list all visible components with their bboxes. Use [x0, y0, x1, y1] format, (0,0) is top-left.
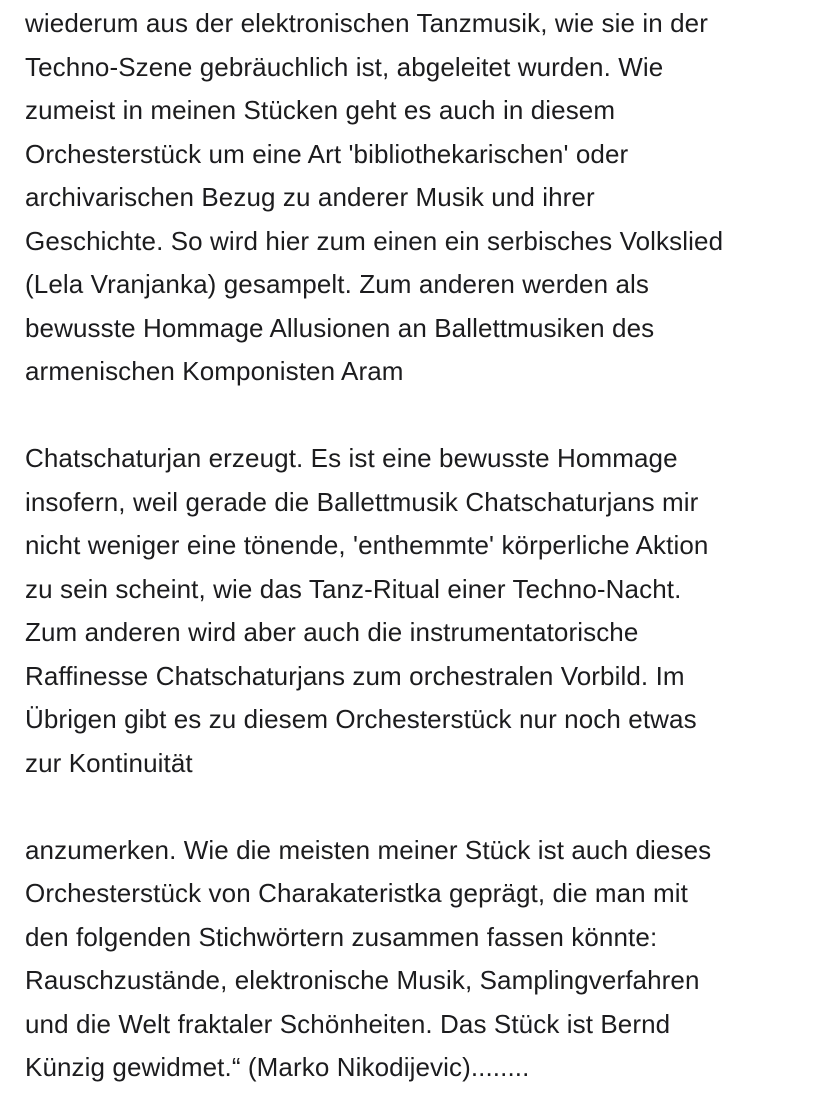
paragraph-3: [25, 829, 815, 1090]
text-line: den folgenden Stichwörtern zusammen fassen könnte:: [25, 921, 658, 952]
text-line: und die Welt fraktaler Schönheiten. Das Stück ist Bernd: [25, 1008, 671, 1039]
paragraph-2: [25, 437, 815, 785]
text-line: zur Kontinuität: [25, 747, 193, 778]
text-line: bewusste Hommage Allusionen an Ballettmusiken des: [25, 312, 655, 343]
paragraph-spacer: [25, 394, 815, 438]
paragraph-spacer: [25, 785, 815, 829]
text-line: wiederum aus der elektronischen Tanzmusik, wie sie in der: [25, 8, 708, 38]
text-line: zu sein scheint, wie das Tanz-Ritual einer Techno-Nacht.: [25, 573, 682, 604]
text-line: Rauschzustände, elektronische Musik, Samplingverfahren: [25, 965, 700, 995]
paragraph-1: [25, 2, 815, 394]
text-line: Chatschaturjan erzeugt. Es ist eine bewusste Hommage: [25, 443, 678, 473]
text-line: Zum anderen wird aber auch die instrumentatorische: [25, 617, 639, 647]
text-line: Geschichte. So wird hier zum einen ein serbisches Volkslied: [25, 225, 724, 256]
text-line: Übrigen gibt es zu diesem Orchesterstück nur noch etwas: [25, 704, 697, 734]
text-line: archivarischen Bezug zu anderer Musik und ihrer: [25, 182, 595, 212]
text-line: Künzig gewidmet.“ (Marko Nikodijevic)........: [25, 1052, 530, 1082]
text-line: zumeist in meinen Stücken geht es auch in diesem: [25, 95, 616, 125]
reader-text-content: [25, 2, 815, 1090]
text-line: Techno-Szene gebräuchlich ist, abgeleitet wurden. Wie: [25, 51, 664, 82]
text-line: armenischen Komponisten Aram: [25, 356, 404, 386]
text-line: Raffinesse Chatschaturjans zum orchestralen Vorbild. Im: [25, 660, 685, 691]
text-line: nicht weniger eine tönende, 'enthemmte' körperliche Aktion: [25, 530, 709, 560]
text-line: Orchesterstück um eine Art 'bibliothekarischen' oder: [25, 138, 629, 169]
text-line: insofern, weil gerade die Ballettmusik Chatschaturjans mir: [25, 486, 699, 517]
text-line: (Lela Vranjanka) gesampelt. Zum anderen werden als: [25, 269, 650, 299]
text-line: anzumerken. Wie die meisten meiner Stück ist auch dieses: [25, 834, 712, 865]
text-line: Orchesterstück von Charakateristka geprägt, die man mit: [25, 878, 689, 908]
